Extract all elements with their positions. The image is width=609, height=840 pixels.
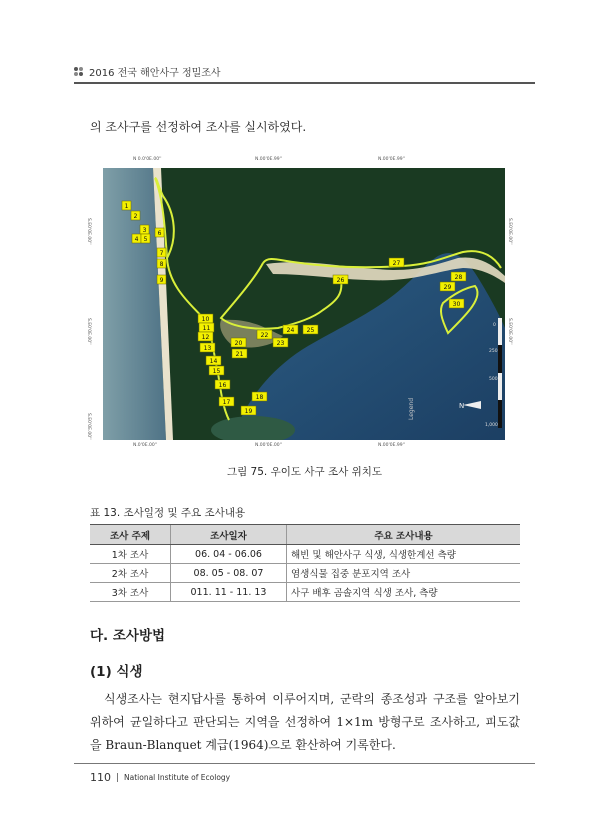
- schedule-table: [90, 524, 520, 602]
- site-marker-label: 8: [159, 261, 164, 268]
- site-marker: [157, 275, 166, 284]
- map-coord-right: [507, 168, 521, 440]
- site-marker-label: 4: [134, 236, 139, 243]
- site-marker: [232, 349, 247, 358]
- site-marker: [209, 366, 224, 375]
- site-marker: [132, 234, 141, 243]
- coord-label: N.00'0E.99'': [378, 157, 406, 162]
- coord-label: N.00'0E.00'': [255, 443, 283, 448]
- section-heading: 다. 조사방법: [90, 628, 166, 644]
- footer-separator: [117, 773, 118, 782]
- legend-label: Legend: [408, 397, 415, 420]
- footer-divider: [74, 763, 535, 764]
- coord-label: N.00'0E.99'': [255, 157, 283, 162]
- site-marker: [451, 272, 466, 281]
- cell-content: 염생식물 집중 분포지역 조사: [287, 564, 521, 583]
- site-marker-label: 25: [306, 327, 315, 334]
- site-marker-label: 22: [260, 332, 269, 339]
- site-marker: [219, 397, 234, 406]
- body-text: 식생조사는 현지답사를 통하여 이루어지며, 군락의 종조성과 구조를 알아보기 위하여 균일하다고 판단되는 지역을 선정하여 1×1m 방형구로 조사하고, 피도값을 Braun-Blanquet 계급(1964)으로 환산하여 기록한다.: [90, 692, 520, 752]
- table-header-row: [90, 525, 520, 545]
- site-marker-label: 29: [443, 284, 452, 291]
- cell-date: 06. 04 - 06.06: [171, 545, 287, 564]
- site-marker-label: 19: [244, 408, 253, 415]
- site-marker-label: 26: [336, 277, 345, 284]
- coord-label: N.00'0E.99'': [378, 443, 406, 448]
- site-marker-label: 11: [202, 325, 211, 332]
- site-marker: [122, 201, 131, 210]
- site-marker-label: 24: [286, 327, 295, 334]
- site-marker-label: 15: [212, 368, 221, 375]
- site-marker-label: 16: [218, 382, 227, 389]
- column-header: 조사 주제: [90, 525, 171, 545]
- coord-label: S.E0'0E.00'': [86, 413, 91, 440]
- site-marker: [449, 299, 464, 308]
- site-map-svg: [103, 168, 505, 440]
- site-marker: [257, 330, 272, 339]
- header-title: 2016 전국 해안사구 정밀조사: [89, 68, 221, 79]
- site-marker: [273, 338, 288, 347]
- subsection-heading: (1) 식생: [90, 664, 143, 680]
- site-marker-label: 3: [142, 227, 147, 234]
- site-marker: [303, 325, 318, 334]
- coord-label: N 0.0'0E.00'': [133, 157, 162, 162]
- site-marker-label: 27: [392, 260, 401, 267]
- header-dots-icon: [74, 67, 83, 76]
- site-marker-label: 14: [209, 358, 218, 365]
- site-marker-label: 12: [201, 334, 210, 341]
- coord-label: S.E0'0E.00'': [507, 218, 512, 245]
- running-header: [74, 64, 221, 79]
- cell-date: 08. 05 - 08. 07: [171, 564, 287, 583]
- table-title: 표 13. 조사일정 및 주요 조사내용: [90, 507, 246, 519]
- site-marker-label: 30: [452, 301, 461, 308]
- institute-name: National Institute of Ecology: [124, 773, 231, 782]
- cell-date: 011. 11 - 11. 13: [171, 583, 287, 602]
- site-marker-label: 13: [203, 345, 212, 352]
- site-marker-label: 20: [234, 340, 243, 347]
- site-marker: [215, 380, 230, 389]
- column-header: 주요 조사내용: [287, 525, 521, 545]
- cell-content: 해빈 및 해안사구 식생, 식생한계선 측량: [287, 545, 521, 564]
- site-marker: [241, 406, 256, 415]
- site-marker: [131, 211, 140, 220]
- scale-label: 1,000: [485, 423, 498, 428]
- site-marker-label: 6: [157, 230, 162, 237]
- cell-content: 사구 배후 곰솔지역 식생 조사, 측량: [287, 583, 521, 602]
- cell-subject: 3차 조사: [90, 583, 171, 602]
- scale-label: 0: [493, 323, 496, 328]
- site-marker: [140, 225, 149, 234]
- site-marker: [141, 234, 150, 243]
- site-marker-label: 9: [159, 277, 164, 284]
- page-footer: [90, 771, 230, 784]
- site-marker: [252, 392, 267, 401]
- site-marker: [157, 259, 166, 268]
- site-marker: [231, 338, 246, 347]
- site-marker: [198, 314, 213, 323]
- site-marker-label: 17: [222, 399, 231, 406]
- map-coord-left: [86, 168, 100, 440]
- scale-label: 500: [489, 377, 498, 382]
- site-marker: [198, 332, 213, 341]
- site-marker-label: 2: [133, 213, 138, 220]
- site-marker: [333, 275, 348, 284]
- site-marker: [200, 343, 215, 352]
- cell-subject: 1차 조사: [90, 545, 171, 564]
- body-paragraph: [90, 688, 520, 757]
- scale-label: 250: [489, 349, 498, 354]
- coord-label: N.0'0E.00'': [133, 443, 158, 448]
- site-marker-label: 1: [124, 203, 129, 210]
- page-number: 110: [90, 771, 111, 784]
- site-marker-label: 10: [201, 316, 210, 323]
- site-marker: [389, 258, 404, 267]
- site-marker: [199, 323, 214, 332]
- site-marker: [283, 325, 298, 334]
- site-marker-label: 21: [235, 351, 244, 358]
- cell-subject: 2차 조사: [90, 564, 171, 583]
- coord-label: S.E0'0E.00'': [86, 318, 91, 345]
- header-divider: [74, 82, 535, 84]
- site-map: [103, 168, 505, 440]
- site-marker: [155, 228, 164, 237]
- site-marker: [206, 356, 221, 365]
- site-marker-label: 28: [454, 274, 463, 281]
- site-marker: [440, 282, 455, 291]
- table-row: [90, 545, 520, 564]
- intro-text: 의 조사구를 선정하여 조사를 실시하였다.: [90, 120, 307, 134]
- table-row: [90, 583, 520, 602]
- site-marker-label: 5: [143, 236, 148, 243]
- coord-label: S.E0'0E.00'': [507, 318, 512, 345]
- table-row: [90, 564, 520, 583]
- site-marker-label: 23: [276, 340, 285, 347]
- north-label: N: [459, 402, 465, 410]
- site-marker: [157, 248, 166, 257]
- figure-caption: 그림 75. 우이도 사구 조사 위치도: [226, 466, 383, 478]
- coord-label: S.E0'0E.00'': [86, 218, 91, 245]
- site-marker-label: 18: [255, 394, 264, 401]
- site-marker-label: 7: [159, 250, 164, 257]
- column-header: 조사일자: [171, 525, 287, 545]
